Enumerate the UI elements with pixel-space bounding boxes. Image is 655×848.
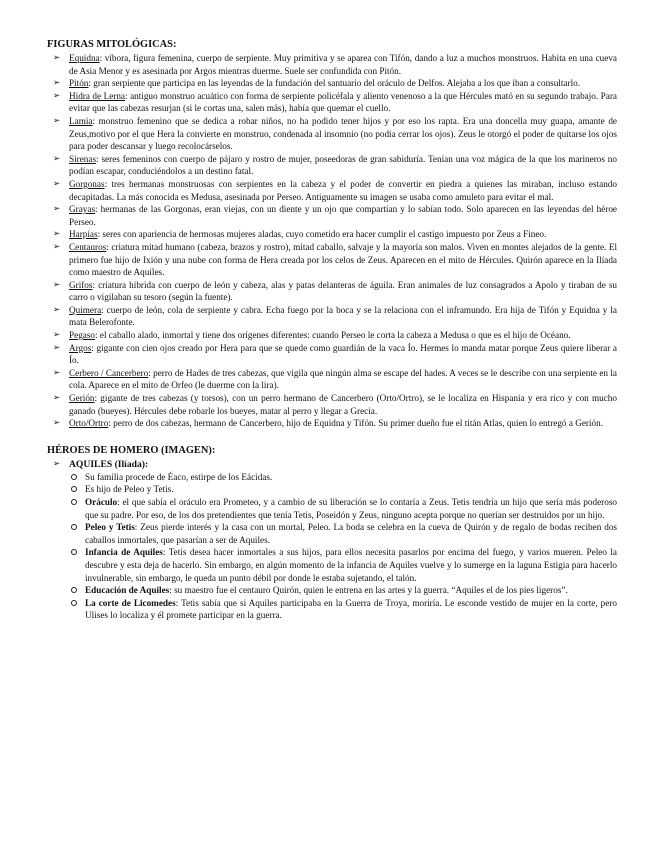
list-item xyxy=(47,304,617,329)
arrow-bullet-icon: ➢ xyxy=(53,153,61,164)
circle-bullet-icon xyxy=(71,524,77,530)
list-item xyxy=(47,496,617,521)
entry-term: Sirenas xyxy=(69,153,97,164)
entry-text: : el caballo alado, inmortal y tiene dos orígenes diferentes: cuando Perseo le corta la cabeza a Medusa o que es el hijo de Océano. xyxy=(95,330,571,341)
circle-bullet-icon xyxy=(71,474,77,480)
arrow-bullet-icon: ➢ xyxy=(53,458,61,469)
arrow-bullet-icon: ➢ xyxy=(53,90,61,101)
item-term: Oráculo xyxy=(85,497,118,507)
section-heading-figuras: FIGURAS MITOLÓGICAS: xyxy=(47,39,177,50)
item-text: : Zeus pierde interés y la casa con un mortal, Peleo. La boda se celebra en la cueva de Quirón y de regalo de bodas reciben dos caballos inmortales, que pasarían a ser de Aquiles. xyxy=(85,522,617,545)
list-item xyxy=(47,90,617,115)
arrow-bullet-icon: ➢ xyxy=(53,53,61,63)
entry-text: : víbora, figura femenina, cuerpo de serpiente. Muy primitiva y se aparea con Tifón, dando a luz a muchos monstruos. Habita en una cueva de Asia Menor y es asesinada por Argos mientras duerme. Suele ser confundida con Pitón. xyxy=(69,53,617,76)
list-item xyxy=(47,546,617,584)
arrow-bullet-icon: ➢ xyxy=(53,204,61,215)
entry-term: Gorgonas xyxy=(69,178,105,189)
arrow-bullet-icon: ➢ xyxy=(53,78,61,89)
list-item xyxy=(47,584,617,597)
list-item xyxy=(47,417,617,430)
entry-text: : perro de dos cabezas, hermano de Cancerbero, hijo de Equidna y Tifón. Su primer dueño fue el titán Atlas, quien lo entregó a Gerión. xyxy=(108,418,604,429)
circle-bullet-icon xyxy=(71,486,77,492)
entry-term: Cerbero / Cancerbero xyxy=(69,367,149,378)
item-text: Su familia procede de Éaco, estirpe de los Eácidas. xyxy=(85,471,273,482)
entry-text: : tres hermanas monstruosas con serpientes en la cabeza y el poder de convertir en piedra a quienes las miraban, incluso estando decapitadas. La más conocida es Medusa, asesinada por Perseo. Antiguamente su imagen se usaba como amuleto para evitar el mal. xyxy=(69,178,617,202)
entry-text: : criatura híbrida con cuerpo de león y cabeza, alas y patas delanteras de águila. Eran animales de luz consagrados a Apolo y tiraban de su carro o vigilaban su tesoro (según la fuente). xyxy=(69,279,617,303)
list-item xyxy=(47,521,617,546)
item-term: La corte de Licomedes xyxy=(85,597,176,608)
section-title: HÉROES DE HOMERO (IMAGEN) xyxy=(47,444,212,456)
aquiles-subheading: ➢ AQUILES (Ilíada): xyxy=(53,458,149,470)
list-item xyxy=(47,392,617,417)
entry-term: Lamia xyxy=(69,115,93,126)
entry-text: : hermanas de las Gorgonas, eran viejas, con un diente y un ojo que compartían y lo sabían todo. Solo aparecen en las leyendas del héroe Perseo. xyxy=(69,204,617,227)
arrow-bullet-icon: ➢ xyxy=(53,418,61,429)
circle-bullet-icon xyxy=(71,499,77,505)
list-item xyxy=(47,597,617,622)
entry-term: Quimera xyxy=(69,304,102,315)
list-item xyxy=(47,342,617,367)
entry-term: Centauros xyxy=(69,241,107,252)
item-term: Educación de Aquiles xyxy=(85,585,170,596)
entry-term: Gerión xyxy=(69,393,95,404)
list-item xyxy=(47,483,617,496)
list-item xyxy=(47,228,617,241)
arrow-bullet-icon: ➢ xyxy=(53,304,61,315)
arrow-bullet-icon: ➢ xyxy=(53,342,61,353)
entry-term: Pitón xyxy=(69,78,89,89)
arrow-bullet-icon: ➢ xyxy=(53,229,61,240)
entry-term: Orto/Ortro xyxy=(69,418,109,429)
arrow-bullet-icon: ➢ xyxy=(53,279,61,290)
list-item xyxy=(47,153,617,178)
list-item xyxy=(47,115,617,153)
entry-text: : criatura mitad humano (cabeza, brazos y rostro), mitad caballo, salvaje y la mayoría son malos. Viven en montes alejados de la gente. El primero fue hijo de Ixión y una nube con forma de Hera creada por los celos de Zeus. Aparecen en el mito de Hércules. Quirón aparece en la Ilíada como maestro de Aquiles. xyxy=(69,241,617,278)
item-text: Es hijo de Peleo y Tetis. xyxy=(85,484,174,495)
item-term: Peleo y Tetis xyxy=(85,522,135,533)
entry-term: Equidna xyxy=(69,53,100,63)
entry-text: : gran serpiente que participa en las leyendas de la fundación del santuario del oráculo de Delfos. Alejaba a los que iban a consultarlo. xyxy=(88,78,581,89)
arrow-bullet-icon: ➢ xyxy=(53,367,61,378)
arrow-bullet-icon: ➢ xyxy=(53,330,61,341)
circle-bullet-icon xyxy=(71,587,77,593)
entry-term: Grayas xyxy=(69,204,96,215)
entry-text: : seres femeninos con cuerpo de pájaro y rostro de mujer, poseedoras de gran sabiduría. Tenían una voz mágica de la que los marineros no podían escapar, conduciéndolos a un destino fatal. xyxy=(69,153,617,177)
entry-text: : cuerpo de león, cola de serpiente y cabra. Echa fuego por la boca y se la relaciona con el inframundo. Era hija de Tifón y Equidna y la mata Belerofonte. xyxy=(69,304,617,328)
list-item xyxy=(47,279,617,304)
entry-text: : antiguo monstruo acuático con forma de serpiente policéfala y aliento venenoso a la que Hércules mató en su segundo trabajo. Para evitar que las cabezas resurjan (si le cortas una, salen más), había que quemar el cuello. xyxy=(69,90,617,114)
arrow-bullet-icon: ➢ xyxy=(53,393,61,404)
entry-term: Harpías xyxy=(69,229,98,240)
entry-term: Argos xyxy=(69,342,92,353)
entry-term: Hidra de Lerna xyxy=(69,90,126,101)
circle-bullet-icon xyxy=(71,600,77,606)
entry-term: Pegaso xyxy=(69,330,96,341)
subheading-text: AQUILES (Ilíada) xyxy=(69,458,145,470)
list-item xyxy=(47,77,617,90)
list-item xyxy=(47,367,617,392)
item-text: : Tetis sabía que si Aquiles participaba en la Guerra de Troya, moriría. Le esconde vestido de mujer en la corte, pero Ulises lo localiza y él promete participar en la guerra. xyxy=(85,597,617,621)
entry-text: : perro de Hades de tres cabezas, que vigila que ningún alma se escape del hades. A veces se le describe con una serpiente en la cola. Aparece en el mito de Orfeo (le duerme con la lira). xyxy=(69,367,617,391)
arrow-bullet-icon: ➢ xyxy=(53,178,61,189)
entry-text: : seres con apariencia de hermosas mujeres aladas, cuyo cometido era hacer cumplir el castigo impuesto por Zeus a Fineo. xyxy=(97,229,547,240)
aquiles-list xyxy=(47,471,617,622)
entry-text: : monstruo femenino que se dedica a robar niños, no ha podido tener hijos y por eso los rapta. Era una doncella muy guapa, amante de Zeus,motivo por el que Hera la convierte en monstruo, condenada al insomnio (no podía cerrar los ojos). Zeus le otorgó el poder de quitarse los ojos para poder descansar y luego recolocárselos. xyxy=(69,115,617,152)
item-text: : el que sabía el oráculo era Prometeo, y a cambio de su liberación se lo contaría a Zeus. Tetis tendría un hijo que sería más poderoso que su padre. Por eso, de los dos pretendientes que tenía Tetis, Poseidón y Zeus, ninguno acepta porque no querían ser destruidos por un hijo. xyxy=(85,497,617,520)
list-item xyxy=(47,329,617,342)
arrow-bullet-icon: ➢ xyxy=(53,241,61,252)
item-text: : su maestro fue el centauro Quirón, quien le entrena en las artes y la guerra. “Aquiles el de los pies ligeros”. xyxy=(169,585,568,596)
item-text: : Tetis desea hacer inmortales a sus hijos, para ellos necesita pasarlos por encima del fuego, y varios mueren. Peleo la descubre y esta deja de hacerlo. Sin embargo, en algún momento de la infancia de Aquiles vuelve y lo sumerge en la laguna Estigia para hacerlo invulnerable, sin embargo, le queda un punto débil por donde le estaba sujetando, el talón. xyxy=(85,547,617,583)
arrow-bullet-icon: ➢ xyxy=(53,115,61,126)
entry-term: Grifos xyxy=(69,279,93,290)
circle-bullet-icon xyxy=(71,549,77,555)
figuras-list xyxy=(47,52,617,430)
list-item xyxy=(47,52,617,77)
list-item xyxy=(47,471,617,484)
list-item xyxy=(47,241,617,279)
entry-text: : gigante con cien ojos creado por Hera para que se quede como guardián de la vaca Ío. Hermes lo manda matar porque Zeus quiere liberar a Ío. xyxy=(69,342,617,366)
item-term: Infancia de Aquiles xyxy=(85,547,163,558)
list-item xyxy=(47,203,617,228)
list-item xyxy=(47,178,617,203)
section-title: FIGURAS MITOLÓGICAS xyxy=(47,39,173,50)
section-heading-heroes: HÉROES DE HOMERO (IMAGEN): xyxy=(47,444,216,456)
entry-text: : gigante de tres cabezas (y torsos), con un perro hermano de Cancerbero (Orto/Ortro), se le localiza en Hispania y era rico y con mucho ganado (bueyes). Hércules debe robarle los bueyes, matar al perro y llegar a Grecia. xyxy=(69,393,617,416)
